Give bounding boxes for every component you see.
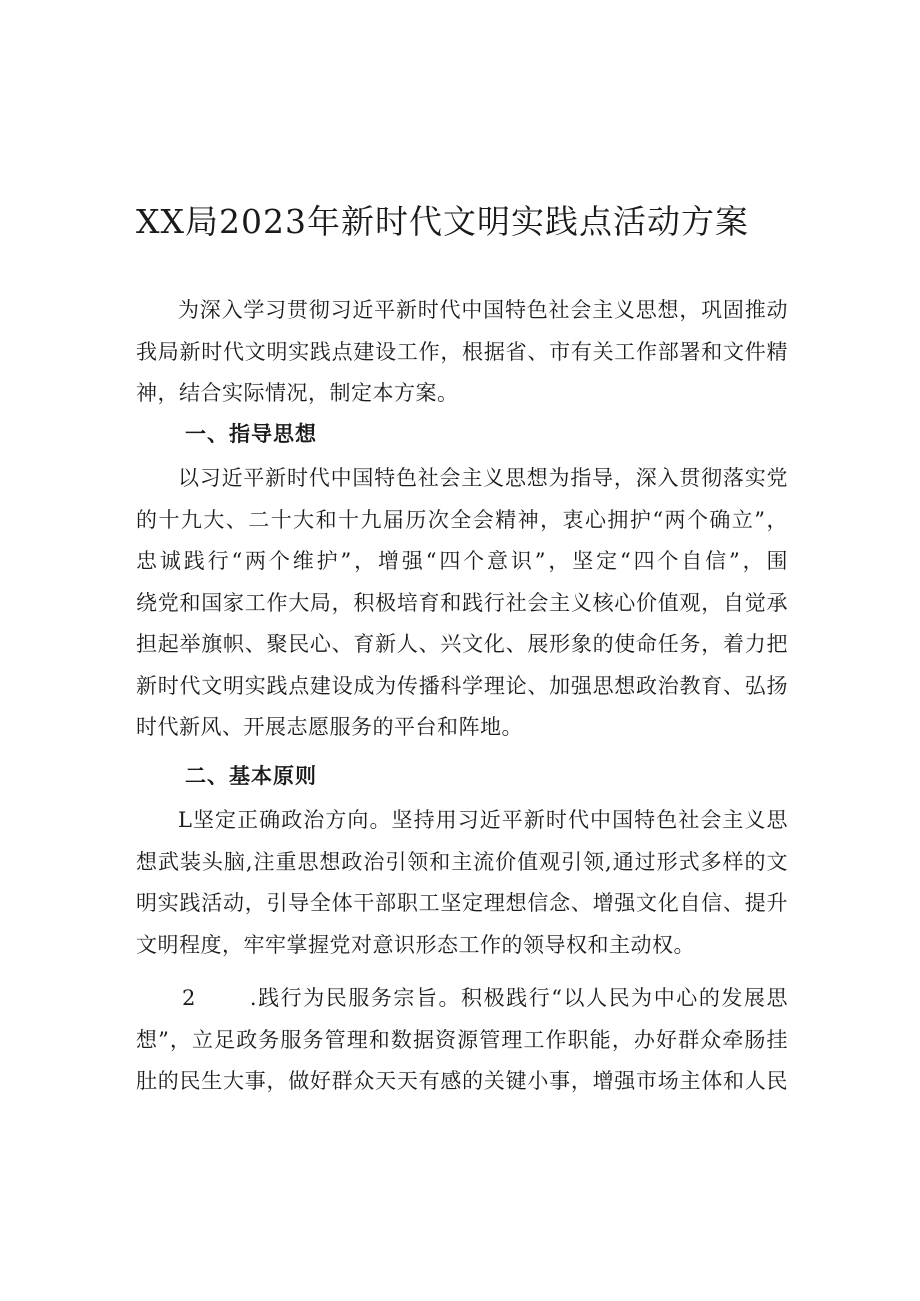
paragraph-line: 想武装头脑,注重思想政治引领和主流价值观引领,通过形式多样的文 <box>136 849 788 874</box>
section-heading-guiding-thought: 一、指导思想 <box>185 422 317 446</box>
section-heading-basic-principles: 二、基本原则 <box>185 764 317 788</box>
paragraph-line: 以习近平新时代中国特色社会主义思想为指导，深入贯彻落实党 <box>178 466 788 490</box>
paragraph-line: 时代新风、开展志愿服务的平台和阵地。 <box>136 715 523 739</box>
item-text: .践行为民服务宗旨。积极践行“以人民为中心的发展思 <box>249 986 788 1010</box>
guiding-thought-paragraph <box>136 458 788 749</box>
paragraph-line: L坚定正确政治方向。坚持用习近平新时代中国特色社会主义思 <box>178 808 788 832</box>
intro-line: 神，结合实际情况，制定本方案。 <box>136 381 459 405</box>
document-title: XX局2023年新时代文明实践点活动方案 <box>136 202 749 242</box>
intro-paragraph <box>136 290 788 415</box>
paragraph-line: 肚的民生大事，做好群众天天有感的关键小事，增强市场主体和人民 <box>136 1069 788 1093</box>
paragraph-line: 的十九大、二十大和十九届历次全会精神，衷心拥护“两个确立”， <box>136 507 788 532</box>
paragraph-line: 想”，立足政务服务管理和数据资源管理工作职能，办好群众牵肠挂 <box>136 1027 788 1052</box>
paragraph-line: 忠诚践行“两个维护”，增强“四个意识”，坚定“四个自信”，围 <box>136 549 788 573</box>
principle-item-2 <box>136 978 788 1103</box>
paragraph-line: 绕党和国家工作大局，积极培育和践行社会主义核心价值观，自觉承 <box>136 590 788 615</box>
paragraph-line: 文明程度，牢牢掌握党对意识形态工作的领导权和主动权。 <box>136 932 695 957</box>
intro-line: 我局新时代文明实践点建设工作，根据省、市有关工作部署和文件精 <box>136 339 788 364</box>
item-number: 2 <box>182 986 196 1010</box>
paragraph-line: 明实践活动，引导全体干部职工坚定理想信念、增强文化自信、提升 <box>136 891 788 915</box>
paragraph-line: 新时代文明实践点建设成为传播科学理论、加强思想政治教育、弘扬 <box>136 673 788 698</box>
principle-item-1 <box>136 800 788 966</box>
paragraph-line: 担起举旗帜、聚民心、育新人、兴文化、展形象的使命任务，着力把 <box>136 632 788 656</box>
intro-line: 为深入学习贯彻习近平新时代中国特色社会主义思想，巩固推动 <box>178 298 788 322</box>
paragraph-line <box>136 978 788 1020</box>
